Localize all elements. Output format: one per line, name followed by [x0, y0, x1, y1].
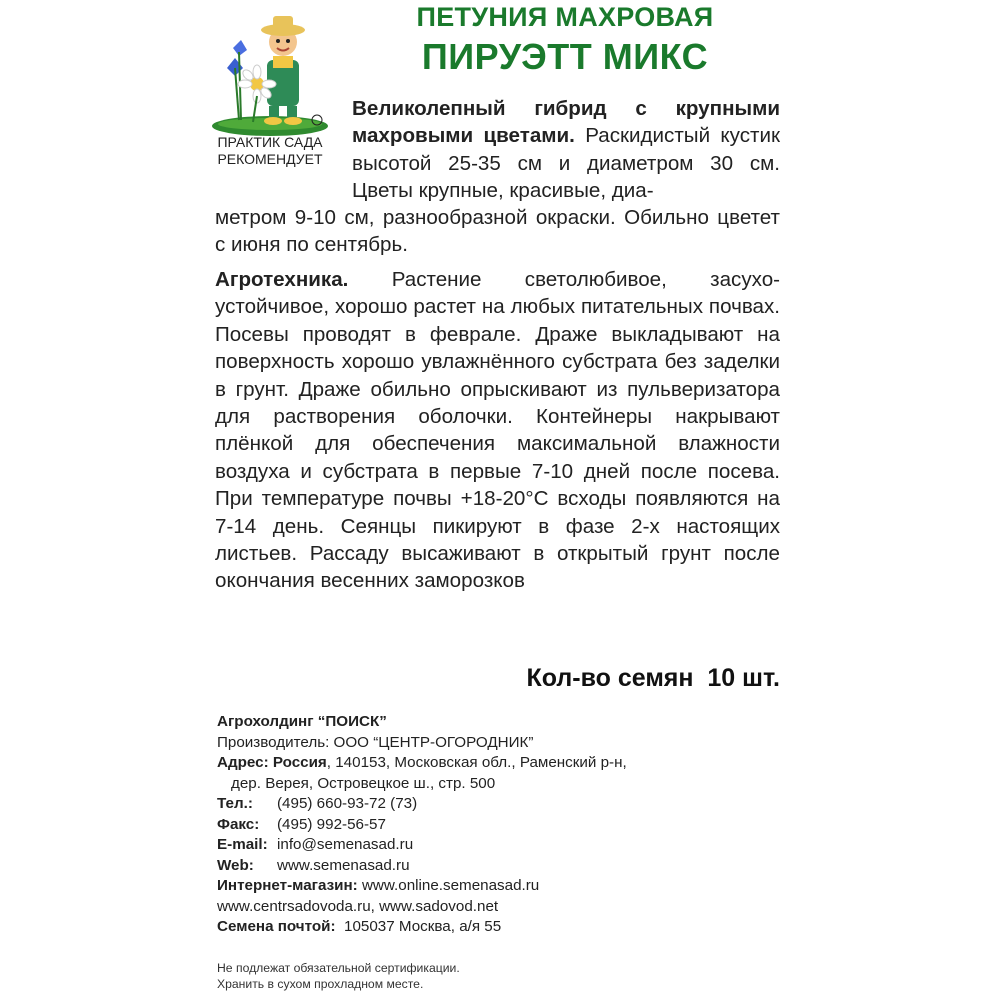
- shop-label: Интернет-магазин:: [217, 877, 358, 894]
- footer-line2: Хранить в сухом прохладном месте.: [217, 977, 424, 991]
- description-intro: [352, 95, 780, 205]
- agrotech-paragraph: [215, 266, 780, 595]
- seed-count: [430, 664, 780, 693]
- footer-notes: [217, 960, 777, 992]
- fax-value: (495) 992-56-57: [277, 815, 386, 833]
- mail-label: Семена почтой:: [217, 918, 336, 935]
- web-link[interactable]: www.semenasad.ru: [277, 856, 410, 874]
- web-label: Web:: [217, 856, 254, 874]
- tel-label: Тел.:: [217, 795, 253, 812]
- brand-caption-line2: РЕКОМЕНДУЕТ: [217, 151, 323, 167]
- agrotech-text: Растение светолюбивое, засухо-устойчивое, хорошо растет на любых питательных почвах. Посевы проводят в феврале. Драже выкладывают на поверхность хорошо увлажнённого субстрата без заделки в грунт. Драже обильно опрыскивают из пульверизатора для растворения оболочки. Контейнеры накрывают плёнкой для обеспечения максимальной влажности воздуха и субстрата в первые 7-10 дней после посева. При температуре почвы +18-20°С всходы появляются на 7-14 день. Сеянцы пикируют в фазе 2-х настоящих листьев. Рассаду высаживают в открытый грунт после окончания весенних заморозков: [215, 268, 780, 593]
- address-line2: дер. Верея, Островецкое ш., стр. 500: [231, 774, 496, 792]
- tel-value: (495) 660-93-72 (73): [277, 795, 418, 812]
- producer: Производитель: ООО “ЦЕНТР-ОГОРОДНИК”: [217, 733, 534, 751]
- shop-links-2[interactable]: www.centrsadovoda.ru, www.sadovod.net: [217, 897, 499, 915]
- email-link[interactable]: info@semenasad.ru: [277, 836, 414, 853]
- gardener-mascot-icon: [205, 8, 335, 138]
- address-line1: [217, 753, 777, 774]
- contact-block: [217, 712, 777, 938]
- product-title-line1: ПЕТУНИЯ МАХРОВАЯ: [416, 2, 714, 32]
- seed-count-label: Кол-во семян: [526, 664, 694, 692]
- description-lead-text: Раскидистый кустик высотой 25-35 см и диаметром 30 см. Цветы крупные, красивые, диа-: [352, 124, 780, 203]
- brand-caption: [205, 134, 335, 168]
- brand-caption-line1: ПРАКТИК САДА: [217, 134, 323, 150]
- address-label: Адрес:: [217, 754, 269, 771]
- shop-link-1[interactable]: www.online.semenasad.ru: [361, 877, 540, 894]
- description-lead-bold: Великолепный гибрид с крупными махровыми цветами.: [352, 97, 780, 148]
- description-continued: метром 9-10 см, разнообразной окраски. Обильно цветет с июня по сентябрь.: [215, 206, 780, 257]
- mail-value: 105037 Москва, а/я 55: [344, 918, 502, 935]
- address-rest: , 140153, Московская обл., Раменский р-н,: [326, 754, 627, 771]
- fax-label: Факс:: [217, 815, 260, 833]
- agrotech-heading: Агротехника.: [215, 268, 349, 291]
- company-name: Агрохолдинг “ПОИСК”: [217, 713, 387, 730]
- seed-count-value: 10 шт.: [707, 664, 780, 692]
- address-country: Россия: [272, 754, 327, 771]
- email-label: E-mail:: [217, 836, 268, 853]
- product-title-line2: ПИРУЭТТ МИКС: [421, 36, 709, 77]
- footer-line1: Не подлежат обязательной сертификации.: [217, 961, 460, 975]
